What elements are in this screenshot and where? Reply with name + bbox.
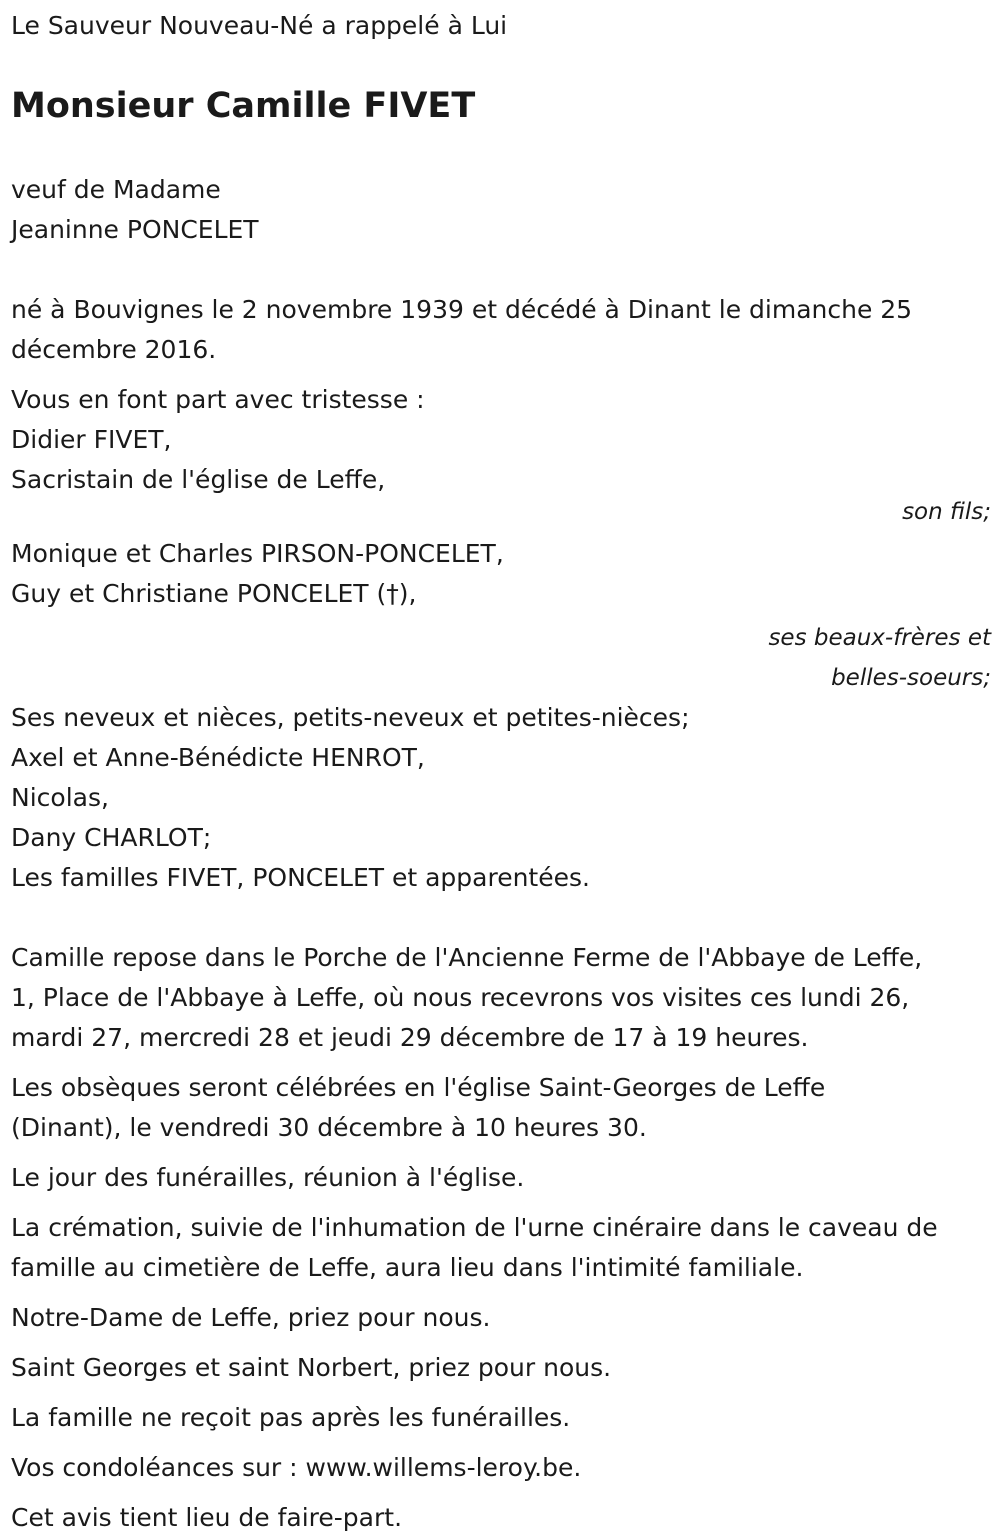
family-line-1: Ses neveux et nièces, petits-neveux et petites-nièces; xyxy=(11,703,690,732)
announce-line-2: Didier FIVET, xyxy=(11,425,172,454)
birth-death-line-1: né à Bouvignes le 2 novembre 1939 et décédé à Dinant le dimanche 25 xyxy=(11,295,913,324)
widow-line-2: Jeaninne PONCELET xyxy=(11,215,259,244)
family-line-2: Axel et Anne-Bénédicte HENROT, xyxy=(11,743,425,772)
obituary-notice xyxy=(11,0,991,1538)
family-line-5: Les familles FIVET, PONCELET et apparentées. xyxy=(11,863,590,892)
family-line-4: Dany CHARLOT; xyxy=(11,823,212,852)
cremation-line-2: famille au cimetière de Leffe, aura lieu dans l'intimité familiale. xyxy=(11,1253,804,1282)
inlaws-role-2: belles-soeurs; xyxy=(831,665,991,691)
repose-line-2: 1, Place de l'Abbaye à Leffe, où nous recevrons vos visites ces lundi 26, xyxy=(11,983,910,1012)
family-line-3: Nicolas, xyxy=(11,783,109,812)
announce-line-1: Vous en font part avec tristesse : xyxy=(11,385,425,414)
inlaws-line-1: Monique et Charles PIRSON-PONCELET, xyxy=(11,539,504,568)
birth-death-line-2: décembre 2016. xyxy=(11,335,217,364)
son-role: son fils; xyxy=(902,499,991,525)
widow-line-1: veuf de Madame xyxy=(11,175,221,204)
condolences-line: Vos condoléances sur : www.willems-leroy.be. xyxy=(11,1453,582,1482)
header-text: Le Sauveur Nouveau-Né a rappelé à Lui xyxy=(11,11,508,40)
page-title: Monsieur Camille FIVET xyxy=(11,86,476,126)
announce-line-3: Sacristain de l'église de Leffe, xyxy=(11,465,386,494)
repose-line-3: mardi 27, mercredi 28 et jeudi 29 décembre de 17 à 19 heures. xyxy=(11,1023,809,1052)
prayer-line-1: Notre-Dame de Leffe, priez pour nous. xyxy=(11,1303,491,1332)
inlaws-line-2: Guy et Christiane PONCELET (†), xyxy=(11,579,417,608)
cremation-line-1: La crémation, suivie de l'inhumation de l'urne cinéraire dans le caveau de xyxy=(11,1213,938,1242)
inlaws-role-1: ses beaux-frères et xyxy=(768,625,991,651)
meeting-line: Le jour des funérailles, réunion à l'église. xyxy=(11,1163,525,1192)
notice-line: Cet avis tient lieu de faire-part. xyxy=(11,1503,403,1532)
repose-line-1: Camille repose dans le Porche de l'Ancienne Ferme de l'Abbaye de Leffe, xyxy=(11,943,923,972)
prayer-line-2: Saint Georges et saint Norbert, priez pour nous. xyxy=(11,1353,612,1382)
no-reception-line: La famille ne reçoit pas après les funérailles. xyxy=(11,1403,571,1432)
funeral-line-1: Les obsèques seront célébrées en l'église Saint-Georges de Leffe xyxy=(11,1073,826,1102)
funeral-line-2: (Dinant), le vendredi 30 décembre à 10 heures 30. xyxy=(11,1113,647,1142)
